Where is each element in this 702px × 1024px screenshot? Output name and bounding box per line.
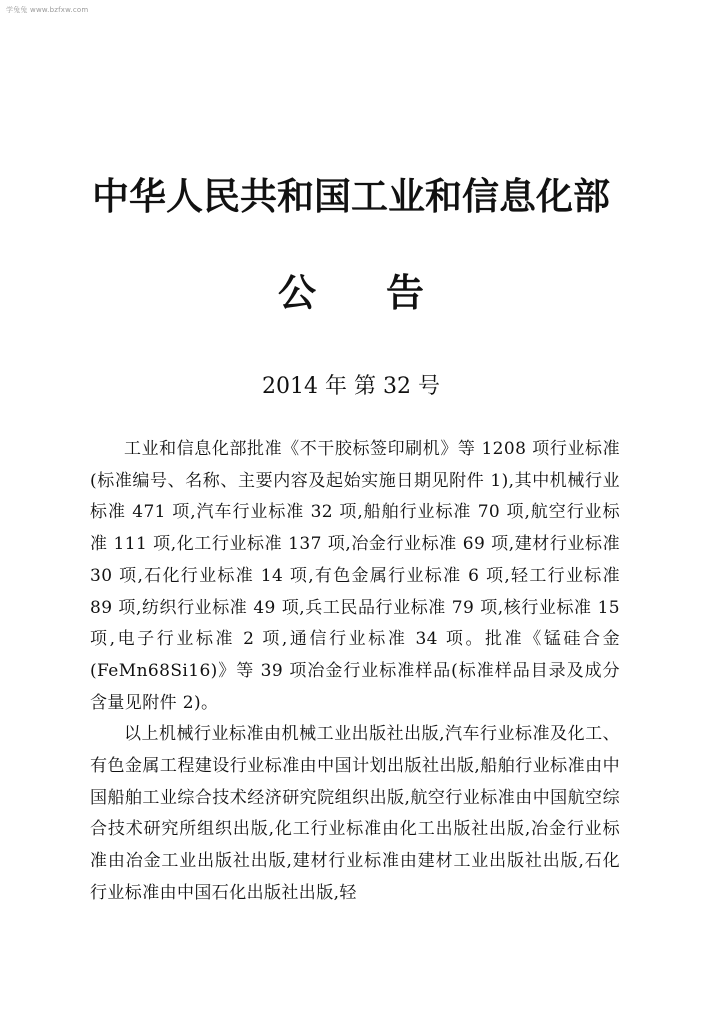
watermark-text: 学兔兔 www.bzfxw.com [6, 6, 89, 14]
document-subtitle [0, 268, 702, 318]
paragraph-1: 工业和信息化部批准《不干胶标签印刷机》等 1208 项行业标准(标准编号、名称、主要内容及起始实施日期见附件 1),其中机械行业标准 471 项,汽车行业标准 32 项,船舶行业标准 70 项,航空行业标准 111 项,化工行业标准 137 项,冶金行业标准 69 项,建材行业标准 30 项,石化行业标准 14 项,有色金属行业标准 6 项,轻工行业标准 89 项,纺织行业标准 49 项,兵工民品行业标准 79 项,核行业标准 15 项,电子行业标准 2 项,通信行业标准 34 项。批准《锰硅合金(FeMn68Si16)》等 39 项冶金行业标准样品(标准样品目录及成分含量见附件 2)。 [90, 439, 620, 713]
document-body [90, 434, 620, 910]
subtitle-char-right: 告 [386, 271, 425, 315]
paragraph-2: 以上机械行业标准由机械工业出版社出版,汽车行业标准及化工、有色金属工程建设行业标准由中国计划出版社出版,船舶行业标准由中国船舶工业综合技术经济研究院组织出版,航空行业标准由中国航空综合技术研究所组织出版,化工行业标准由化工出版社出版,冶金行业标准由冶金工业出版社出版,建材行业标准由建材工业出版社出版,石化行业标准由中国石化出版社出版,轻 [90, 724, 620, 903]
document-title: 中华人民共和国工业和信息化部 [92, 175, 610, 218]
issue-number: 2014 年 第 32 号 [262, 374, 440, 399]
subtitle-char-left: 公 [277, 271, 316, 315]
